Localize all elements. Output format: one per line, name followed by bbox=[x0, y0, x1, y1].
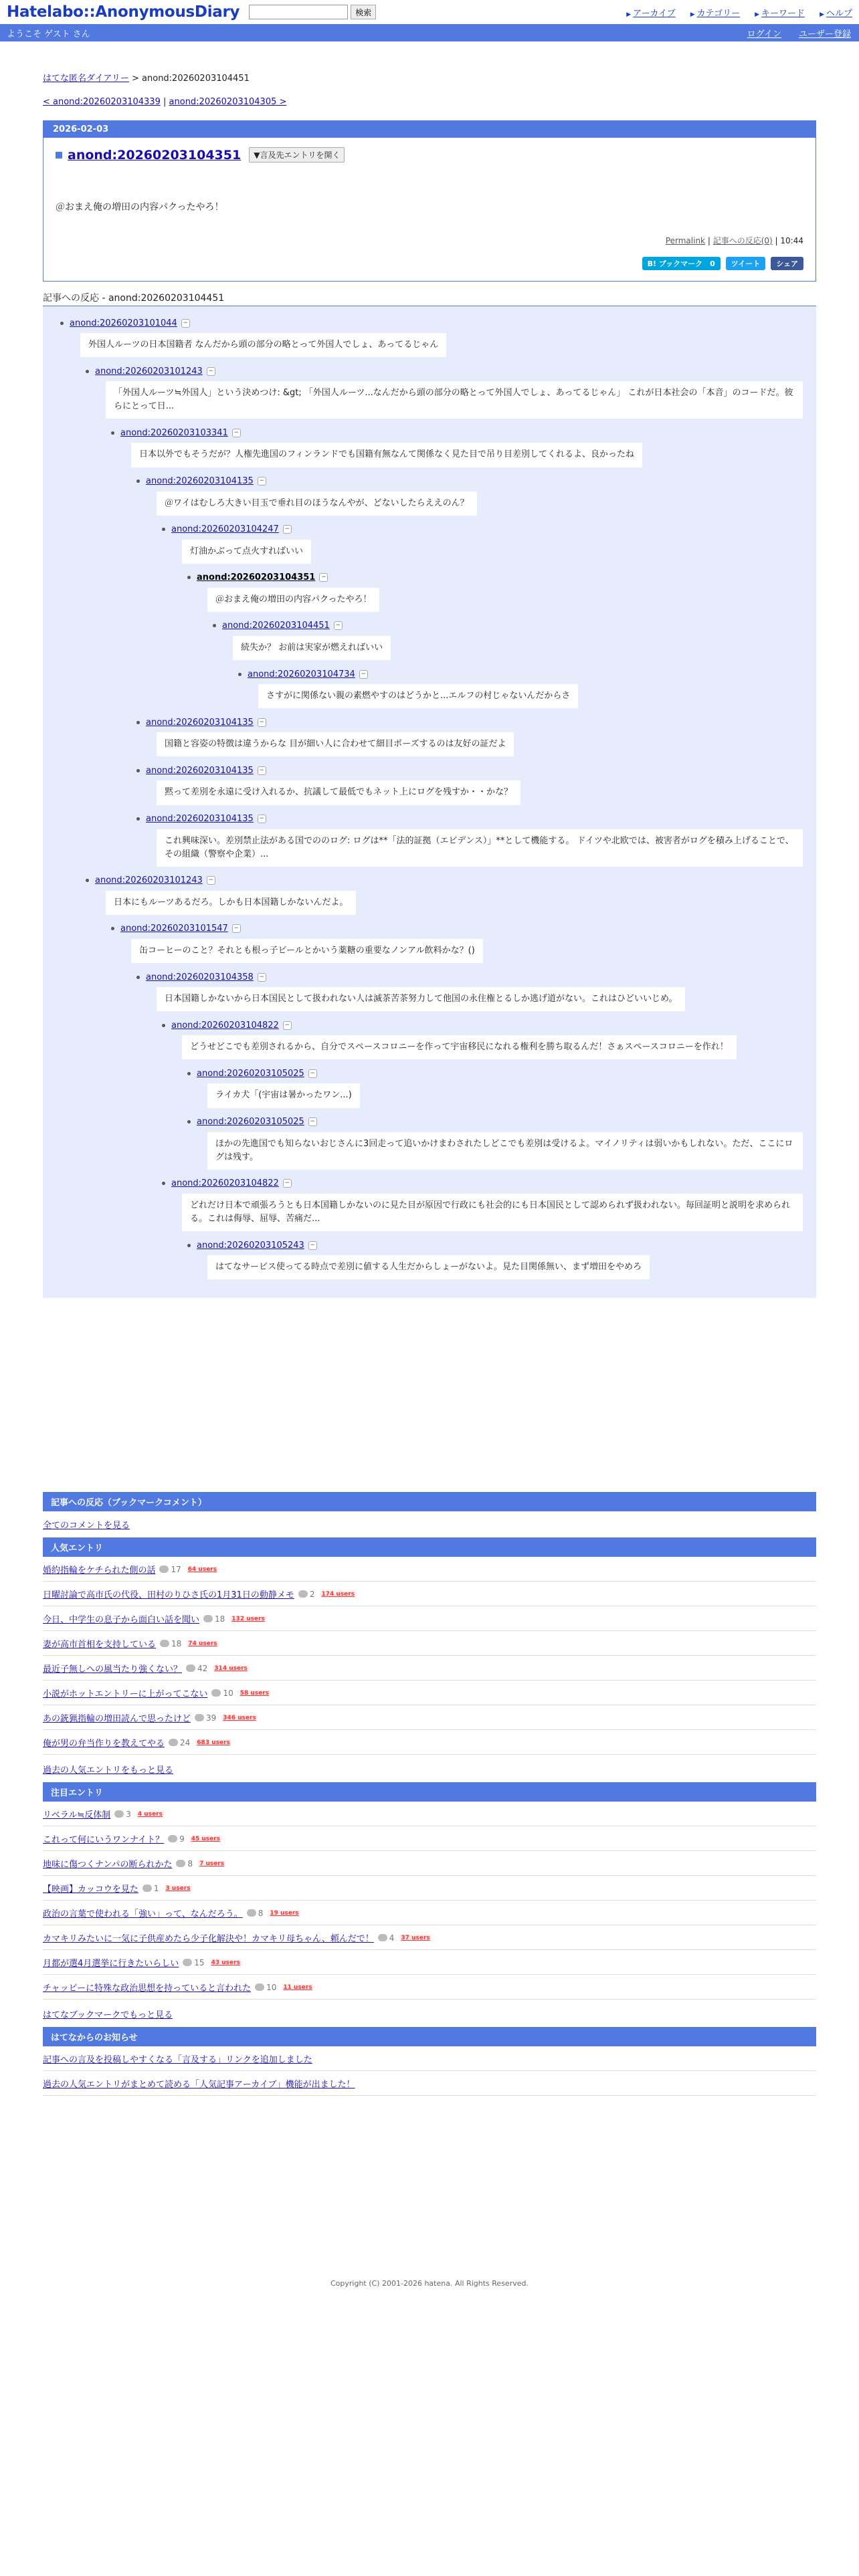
response-text: これ興味深い。差別禁止法がある国でののログ: ログは**「法的証拠（エビデンス）」**として機能する。 ドイツや北欧では、被害者がログを積み上げることで、その組織（警察や企業）... bbox=[157, 829, 803, 867]
comment-count: 42 bbox=[197, 1663, 208, 1673]
response-text: どうせどこでも差別されるから、自分でスペースコロニーを作って宇宙移民になれる権利を勝ち取るんだ！さぁスペースコロニーを作れ！ bbox=[182, 1035, 737, 1059]
response-link[interactable]: anond:20260203105025 bbox=[197, 1117, 304, 1128]
users-badge[interactable]: 132 users bbox=[231, 1615, 265, 1622]
bullet-icon bbox=[111, 431, 114, 435]
response-text: 灯油かぶって点火すればいい bbox=[182, 540, 311, 564]
toggle-icon[interactable]: − bbox=[258, 973, 266, 982]
site-logo[interactable]: Hatelabo::AnonymousDiary bbox=[7, 3, 240, 21]
comment-count: 18 bbox=[171, 1638, 182, 1648]
news-link[interactable]: 過去の人気エントリがまとめて読める「人気記事アーカイブ」機能が出ました！ bbox=[43, 2080, 355, 2090]
comment-count: 9 bbox=[179, 1834, 185, 1844]
response-node bbox=[178, 569, 803, 714]
comment-bubble-icon bbox=[298, 1590, 308, 1598]
response-children bbox=[178, 617, 803, 714]
users-badge[interactable]: 37 users bbox=[401, 1934, 430, 1941]
toggle-icon[interactable]: − bbox=[207, 876, 215, 885]
entry-title-link[interactable]: 婚約指輪をケチられた側の話 bbox=[43, 1566, 156, 1576]
nav-keyword[interactable]: キーワード bbox=[761, 8, 805, 19]
all-comments-link[interactable]: 全てのコメントを見る bbox=[43, 1521, 130, 1531]
comment-count: 1 bbox=[153, 1883, 159, 1893]
entry-row bbox=[43, 1925, 816, 1950]
response-link[interactable]: anond:20260203104135 bbox=[146, 814, 254, 825]
entry-row bbox=[43, 1901, 816, 1925]
response-header bbox=[51, 314, 803, 332]
bullet-icon bbox=[162, 528, 165, 531]
entry-title-link[interactable]: 小説がホットエントリーに上がってこない bbox=[43, 1689, 208, 1700]
response-text: 黙って差別を永遠に受け入れるか、抗議して最低でもネット上にログを残すか・・かな？ bbox=[157, 780, 520, 804]
bullet-icon bbox=[136, 721, 140, 724]
users-badge[interactable]: 314 users bbox=[214, 1665, 248, 1672]
comment-bubble-icon bbox=[176, 1860, 185, 1867]
response-link[interactable]: anond:20260203104358 bbox=[146, 972, 254, 982]
response-node bbox=[51, 314, 803, 1285]
search-box bbox=[249, 5, 376, 19]
bullet-icon bbox=[187, 1244, 191, 1247]
toggle-icon[interactable]: − bbox=[359, 670, 368, 679]
entry-title-link[interactable]: リベラル≒反体制 bbox=[43, 1810, 111, 1821]
meta-separator: | bbox=[707, 236, 710, 245]
response-link[interactable]: anond:20260203104822 bbox=[171, 1020, 279, 1031]
bullet-icon bbox=[162, 1182, 165, 1185]
response-header bbox=[203, 617, 803, 635]
bullet-icon bbox=[136, 976, 140, 979]
users-badge[interactable]: 64 users bbox=[187, 1566, 217, 1573]
bullet-icon bbox=[86, 370, 89, 373]
ad-space bbox=[43, 1298, 816, 1492]
entry-row bbox=[43, 1656, 816, 1681]
comment-bubble-icon bbox=[211, 1689, 221, 1697]
nav-category[interactable]: カテゴリー bbox=[696, 8, 741, 19]
users-badge[interactable]: 4 users bbox=[137, 1810, 163, 1818]
entry-title-link[interactable]: 妻が高市首相を支持している bbox=[43, 1640, 157, 1650]
prev-entry-link[interactable]: < anond:20260203104339 bbox=[43, 97, 161, 107]
bullet-icon bbox=[187, 1072, 191, 1075]
toggle-icon[interactable]: − bbox=[258, 477, 266, 486]
response-header bbox=[178, 569, 803, 586]
entry-title-link[interactable]: 地味に傷つくナンパの断られかた bbox=[43, 1860, 173, 1870]
response-header bbox=[178, 1237, 803, 1254]
response-link[interactable]: anond:20260203104247 bbox=[171, 524, 279, 535]
response-node bbox=[178, 1237, 803, 1285]
main-content bbox=[43, 41, 816, 2288]
toggle-icon[interactable]: − bbox=[283, 1179, 292, 1188]
response-text: さすがに関係ない親の素燃やすのはどうかと...エルフの村じゃないんだからさ bbox=[258, 684, 578, 708]
response-node bbox=[178, 1113, 803, 1175]
response-link: anond:20260203104351 bbox=[197, 572, 316, 583]
bullet-icon bbox=[136, 817, 140, 821]
response-text: ほかの先進国でも知らないおじさんに3回走って追いかけまわされたしどこでも差別は受けるよ。マイノリティは弱いかもしれない。ただ、ここにログは残す。 bbox=[207, 1132, 803, 1170]
response-header bbox=[102, 424, 803, 441]
breadcrumb-root[interactable]: はてな匿名ダイアリー bbox=[43, 74, 129, 84]
square-icon bbox=[56, 152, 62, 158]
response-header bbox=[127, 811, 803, 828]
toggle-icon[interactable]: − bbox=[283, 1021, 292, 1030]
bullet-icon bbox=[213, 624, 216, 627]
bullet-icon bbox=[238, 673, 242, 676]
arrow-icon: ▶ bbox=[690, 11, 695, 18]
response-text: 日本国籍しかないから日本国民として扱われない人は滅茶苦茶努力して他国の永住権とるしか逃げ道がない。これはひどいいじめ。 bbox=[157, 987, 685, 1011]
login-link[interactable]: ログイン bbox=[747, 29, 781, 39]
notable-more-link[interactable]: はてなブックマークでもっと見る bbox=[43, 2010, 173, 2021]
notable-list bbox=[43, 1802, 816, 2000]
entry-row bbox=[43, 1876, 816, 1901]
toggle-icon[interactable]: − bbox=[181, 319, 190, 328]
entry-title-link[interactable]: 政治の言葉で使われる「強い」って、なんだろう。 bbox=[43, 1909, 243, 1920]
post-time: | 10:44 bbox=[775, 236, 803, 245]
comment-bubble-icon bbox=[186, 1665, 195, 1672]
response-node bbox=[102, 920, 803, 1285]
response-header bbox=[127, 714, 803, 731]
response-text: 「外国人ルーツ≒外国人」という決めつけ: &gt; 「外国人ルーツ...なんだから頭の部分の略とって外国人でしょ、あってるじゃん」 これが日本社会の「本音」のコードだ。彼らにとって日... bbox=[106, 381, 803, 419]
arrow-icon: ▶ bbox=[626, 11, 632, 18]
entry-title-link[interactable]: あの銃猟指輪の増田読んで思ったけど bbox=[43, 1714, 191, 1725]
entry-row bbox=[43, 1631, 816, 1656]
responses-title: 記事への反応 - anond:20260203104451 bbox=[43, 291, 816, 306]
bullet-icon bbox=[162, 1024, 165, 1027]
users-badge[interactable]: 7 users bbox=[199, 1860, 225, 1867]
comment-bubble-icon bbox=[195, 1714, 204, 1721]
response-header bbox=[178, 1065, 803, 1082]
entry-title-link[interactable]: チャッピーに特殊な政治思想を持っていると言われた bbox=[43, 1983, 252, 1994]
response-link[interactable]: anond:20260203105243 bbox=[197, 1240, 304, 1251]
article-text: ＠おまえ俺の増田の内容パクったやろ！ bbox=[56, 202, 224, 213]
entry-title-link[interactable]: カマキリみたいに一気に子供産めたら少子化解決や！カマキリ母ちゃん、頼んだで！ bbox=[43, 1934, 374, 1945]
users-badge[interactable]: 19 users bbox=[270, 1909, 299, 1917]
toggle-icon[interactable]: − bbox=[207, 367, 215, 376]
popular-list bbox=[43, 1557, 816, 1755]
comment-bubble-icon bbox=[255, 1983, 264, 1991]
response-header bbox=[76, 872, 803, 889]
pager-separator: | bbox=[163, 97, 167, 107]
response-link[interactable]: anond:20260203104451 bbox=[222, 621, 330, 631]
response-link[interactable]: anond:20260203105025 bbox=[197, 1068, 304, 1079]
bookmark-comments-head: 記事への反応（ブックマークコメント） bbox=[43, 1492, 816, 1511]
response-header bbox=[127, 473, 803, 490]
comment-bubble-icon bbox=[160, 1640, 169, 1647]
responses-link[interactable]: 記事への反応(0) bbox=[712, 236, 773, 245]
response-node bbox=[76, 362, 803, 872]
news-row bbox=[43, 2046, 816, 2071]
response-node bbox=[127, 968, 803, 1285]
response-children bbox=[153, 1065, 803, 1174]
response-node bbox=[203, 617, 803, 714]
entry-row bbox=[43, 1606, 816, 1631]
response-text: 続失か？ お前は実家が燃えればいい bbox=[233, 636, 391, 660]
entry-title-link[interactable]: これって何にいうワンナイト？ bbox=[43, 1835, 165, 1846]
response-header bbox=[127, 968, 803, 986]
twitter-share-button[interactable]: ツイート bbox=[726, 257, 765, 270]
entry-row bbox=[43, 1851, 816, 1876]
search-input[interactable] bbox=[249, 5, 348, 19]
response-header bbox=[178, 1113, 803, 1131]
comment-count: 8 bbox=[187, 1858, 193, 1868]
breadcrumb-current: anond:20260203104451 bbox=[142, 74, 250, 84]
comment-bubble-icon bbox=[183, 1959, 192, 1966]
comment-bubble-icon bbox=[159, 1566, 169, 1573]
response-header bbox=[127, 762, 803, 779]
comment-bubble-icon bbox=[203, 1615, 213, 1622]
comment-count: 39 bbox=[206, 1713, 217, 1723]
entry-title-link[interactable]: 今日、中学生の息子から面白い話を聞い bbox=[43, 1615, 200, 1626]
comment-count: 24 bbox=[180, 1737, 191, 1747]
comment-bubble-icon bbox=[378, 1934, 387, 1941]
users-badge[interactable]: 11 users bbox=[283, 1983, 312, 1991]
response-node bbox=[153, 1175, 803, 1285]
toggle-icon[interactable]: − bbox=[334, 621, 343, 630]
response-node bbox=[102, 424, 803, 871]
bullet-icon bbox=[187, 576, 191, 579]
response-text: 外国人ルーツの日本国籍者 なんだから頭の部分の略とって外国人でしょ、あってるじゃん bbox=[80, 333, 446, 357]
comment-count: 4 bbox=[389, 1933, 395, 1943]
response-header bbox=[229, 665, 803, 683]
bullet-icon bbox=[60, 322, 64, 325]
footer: Copyright (C) 2001-2026 hatena. All Rights Reserved. bbox=[330, 2279, 529, 2288]
toggle-icon[interactable]: − bbox=[308, 1241, 317, 1250]
users-badge[interactable]: 45 users bbox=[191, 1835, 221, 1842]
entry-row bbox=[43, 1802, 816, 1826]
comment-bubble-icon bbox=[142, 1885, 152, 1892]
top-nav bbox=[626, 6, 852, 19]
entry-row bbox=[43, 1730, 816, 1755]
article-meta bbox=[56, 235, 803, 246]
facebook-share-button[interactable]: シェア bbox=[771, 257, 803, 270]
entry-row bbox=[43, 1950, 816, 1975]
bullet-icon bbox=[187, 1120, 191, 1123]
article-title[interactable]: anond:20260203104351 bbox=[68, 147, 242, 163]
response-link[interactable]: anond:20260203104135 bbox=[146, 765, 254, 776]
nav-help[interactable]: ヘルプ bbox=[826, 8, 852, 19]
response-children bbox=[203, 665, 803, 714]
search-button[interactable]: 検索 bbox=[351, 5, 376, 19]
comment-count: 10 bbox=[266, 1982, 277, 1992]
bullet-icon bbox=[111, 927, 114, 930]
response-link[interactable]: anond:20260203104822 bbox=[171, 1178, 279, 1189]
response-text: ライカ犬「(宇宙は暑かったワン...) bbox=[207, 1083, 360, 1107]
news-link[interactable]: 記事への言及を投稿しやすくなる「言及する」リンクを追加しました bbox=[43, 2055, 312, 2066]
comment-count: 10 bbox=[223, 1688, 233, 1698]
users-badge[interactable]: 3 users bbox=[165, 1885, 191, 1892]
comment-count: 3 bbox=[126, 1809, 131, 1819]
comment-count: 18 bbox=[215, 1614, 225, 1624]
entry-title-link[interactable]: 俺が男の弁当作りを教えてやる bbox=[43, 1739, 165, 1749]
bullet-icon bbox=[136, 769, 140, 772]
response-text: ＠おまえ俺の増田の内容パクったやろ！ bbox=[207, 588, 379, 612]
news-head: はてなからのお知らせ bbox=[43, 2027, 816, 2046]
response-header bbox=[153, 1175, 803, 1192]
arrow-icon: ▶ bbox=[755, 11, 760, 18]
toggle-icon[interactable]: − bbox=[232, 429, 241, 437]
response-link[interactable]: anond:20260203104135 bbox=[146, 476, 254, 487]
response-text: 缶コーヒーのこと？それとも根っ子ビールとかいう薬糖の重要なノンアル飲料かな？() bbox=[131, 939, 483, 963]
response-children bbox=[102, 473, 803, 872]
welcome-text: ようこそ ゲスト さん bbox=[7, 29, 90, 39]
toggle-icon[interactable]: − bbox=[232, 924, 241, 933]
response-node bbox=[76, 872, 803, 1285]
register-link[interactable]: ユーザー登録 bbox=[798, 29, 851, 39]
users-badge[interactable]: 683 users bbox=[197, 1739, 230, 1746]
toggle-icon[interactable]: − bbox=[308, 1117, 317, 1126]
notable-head: 注目エントリ bbox=[43, 1782, 816, 1802]
share-buttons bbox=[56, 257, 803, 270]
popular-head: 人気エントリ bbox=[43, 1537, 816, 1557]
comment-bubble-icon bbox=[247, 1909, 256, 1917]
breadcrumb-separator: > bbox=[131, 74, 139, 84]
arrow-icon: ▶ bbox=[820, 11, 824, 18]
response-node bbox=[127, 811, 803, 872]
response-node bbox=[127, 762, 803, 810]
toggle-icon[interactable]: − bbox=[308, 1069, 317, 1078]
response-link[interactable]: anond:20260203103341 bbox=[120, 427, 228, 438]
pager bbox=[43, 97, 816, 107]
response-children bbox=[153, 569, 803, 714]
response-node bbox=[229, 665, 803, 714]
response-children bbox=[153, 1237, 803, 1285]
response-children bbox=[76, 424, 803, 871]
users-badge[interactable]: 43 users bbox=[211, 1959, 240, 1966]
comment-count: 17 bbox=[171, 1564, 181, 1574]
response-tree bbox=[43, 306, 816, 1298]
entry-row bbox=[43, 1582, 816, 1606]
user-bar bbox=[0, 24, 859, 41]
nav-archive[interactable]: アーカイブ bbox=[633, 8, 676, 19]
comment-bubble-icon bbox=[169, 1739, 178, 1746]
news-list bbox=[43, 2046, 816, 2096]
bullet-icon bbox=[86, 879, 89, 882]
response-text: 日本以外でもそうだが？人権先進国のフィンランドでも国籍有無なんて関係なく見た目で吊り目差別してくれるよ、良かったね bbox=[131, 443, 642, 467]
response-header bbox=[153, 521, 803, 538]
entry-title-link[interactable]: 日曜討論で高市氏の代役、田村のりひさ氏の1月31日の動静メモ bbox=[43, 1590, 294, 1601]
response-link[interactable]: anond:20260203101243 bbox=[95, 366, 203, 377]
bullet-icon bbox=[136, 479, 140, 483]
next-entry-link[interactable]: anond:20260203104305 > bbox=[169, 97, 287, 107]
entry-row bbox=[43, 1975, 816, 2000]
entry-title-link[interactable]: 【映画】カッコウを見た bbox=[43, 1885, 138, 1895]
article bbox=[43, 120, 816, 282]
comment-count: 15 bbox=[194, 1957, 205, 1967]
response-link[interactable]: anond:20260203104135 bbox=[146, 717, 254, 728]
response-link[interactable]: anond:20260203101044 bbox=[70, 318, 177, 328]
entry-title-link[interactable]: 月都が選4月選挙に行きたいらしい bbox=[43, 1959, 179, 1969]
response-node bbox=[127, 714, 803, 762]
response-link[interactable]: anond:20260203101547 bbox=[120, 924, 228, 934]
response-children bbox=[127, 521, 803, 714]
entry-row bbox=[43, 1826, 816, 1851]
hatena-bookmark-button[interactable]: B! ブックマーク 0 bbox=[642, 257, 721, 270]
users-badge[interactable]: 74 users bbox=[188, 1640, 217, 1647]
response-node bbox=[153, 521, 803, 714]
entry-row bbox=[43, 1557, 816, 1582]
article-date: 2026-02-03 bbox=[43, 121, 816, 138]
permalink[interactable]: Permalink bbox=[665, 236, 706, 245]
response-link[interactable]: anond:20260203101243 bbox=[95, 875, 203, 886]
response-children bbox=[76, 920, 803, 1285]
response-header bbox=[76, 362, 803, 380]
response-children bbox=[127, 1016, 803, 1285]
comment-bubble-icon bbox=[114, 1810, 124, 1818]
response-text: 日本にもルーツあるだろ。しかも日本国籍しかないんだよ。 bbox=[106, 891, 356, 915]
toggle-icon[interactable]: − bbox=[258, 815, 266, 823]
response-node bbox=[127, 473, 803, 714]
news-row bbox=[43, 2071, 816, 2096]
header bbox=[0, 0, 859, 24]
users-badge[interactable]: 174 users bbox=[321, 1590, 355, 1598]
users-badge[interactable]: 58 users bbox=[240, 1689, 270, 1697]
toggle-icon[interactable]: − bbox=[258, 766, 266, 775]
response-node bbox=[178, 1065, 803, 1113]
breadcrumb bbox=[43, 71, 816, 84]
comment-count: 8 bbox=[258, 1908, 264, 1918]
response-text: はてなサービス使ってる時点で差別に値する人生だからしょーがないよ。見た目関係無い、まず増田をやめろ bbox=[207, 1255, 650, 1279]
entry-row bbox=[43, 1705, 816, 1730]
comment-count: 2 bbox=[309, 1589, 315, 1599]
response-text: 国籍と容姿の特徴は違うからな 目が細い人に合わせて細目ポーズするのは友好の証だよ bbox=[157, 732, 514, 756]
response-link[interactable]: anond:20260203104734 bbox=[248, 669, 355, 679]
comment-bubble-icon bbox=[168, 1835, 177, 1842]
response-text: ＠ワイはむしろ大きい目玉で垂れ目のほうなんやが、どないしたらええのん？ bbox=[157, 492, 477, 516]
toggle-icon[interactable]: − bbox=[283, 525, 292, 534]
toggle-icon[interactable]: − bbox=[258, 718, 266, 727]
response-node bbox=[153, 1016, 803, 1175]
users-badge[interactable]: 346 users bbox=[223, 1714, 256, 1721]
popular-more-link[interactable]: 過去の人気エントリをもっと見る bbox=[43, 1765, 174, 1776]
response-text: どれだけ日本で頑張ろうとも日本国籍しかないのに見た目が原因で行政にも社会的にも日本国民として認められず扱われない。毎回証明と説明を求められる。これは侮辱、屈辱、苦痛だ... bbox=[182, 1194, 803, 1231]
entry-title-link[interactable]: 最近子無しへの風当たり強くない？ bbox=[43, 1665, 183, 1675]
response-header bbox=[153, 1016, 803, 1034]
toggle-icon[interactable]: − bbox=[319, 573, 328, 582]
entry-row bbox=[43, 1681, 816, 1705]
response-header bbox=[102, 920, 803, 938]
expand-referenced-button[interactable]: ▼言及先エントリを開く bbox=[249, 147, 345, 163]
response-children bbox=[102, 968, 803, 1285]
response-children bbox=[51, 362, 803, 1285]
